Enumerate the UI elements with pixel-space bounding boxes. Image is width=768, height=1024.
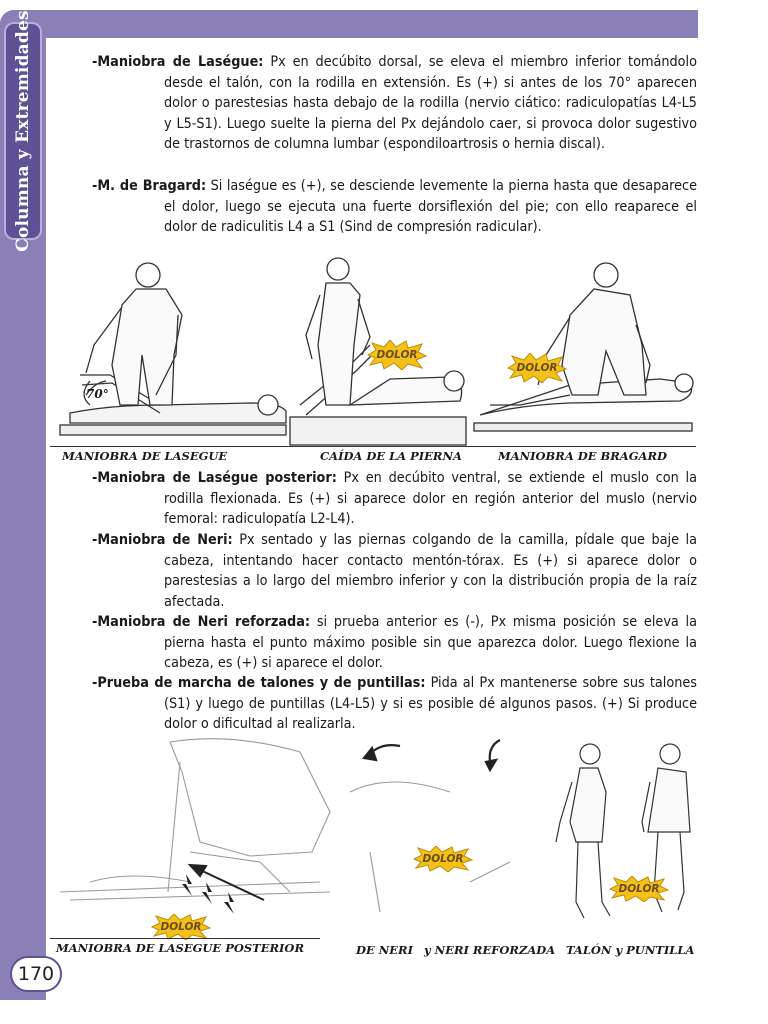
pain-burst-icon	[366, 340, 428, 370]
text-marcha: Pida al Px mantenerse sobre sus talones (S1) y luego de puntillas (L4-L5) y si es posible dé algunos pasos. (+) Si produce dolor o dificultad al realizarla.	[164, 675, 697, 733]
term-lasegue: Maniobra de Laségue:	[97, 54, 264, 70]
text-lasegue: Px en decúbito dorsal, se eleva el miembro inferior tomándolo desde el talón, con la rodilla en extensión. Es (+) si antes de los 70° aparecen dolor o parestesias hasta debajo de la rodilla (nervio ciático: radiculopatías L4-L5 y L5-S1). Luego suelte la pierna del Px dejándolo caer, si provoca dolor sugestivo de trastornos de columna lumbar (espondiloartrosis o hernia discal).	[164, 54, 697, 153]
term-lasegue-posterior: Maniobra de Laségue posterior:	[97, 470, 337, 486]
caption-talon-puntilla: TALÓN y PUNTILLA	[566, 943, 695, 957]
text-bragard: Si laségue es (+), se desciende levemente la pierna hasta que desaparece el dolor, luego se ejecuta una fuerte dorsiflexión del pie; con ello reaparece el dolor de radiculitis L4 a S1 (Sind de compresión radicular).	[164, 178, 697, 236]
dolor-label: DOLOR	[160, 921, 202, 933]
caption-lasegue: MANIOBRA DE LASEGUE	[62, 449, 228, 463]
angle-label: 70°	[86, 387, 109, 401]
caption-neri: DE NERI	[356, 943, 413, 957]
paragraph-neri: -Maniobra de Neri: Px sentado y las piernas colgando de la camilla, pídale que baje la cabeza, intentando hacer contacto mentón-tórax. Es (+) si aparece dolor o parestesias a lo largo del miembro inferior y con la distribución propia de la raíz afectada.	[92, 532, 697, 610]
dolor-label: DOLOR	[376, 349, 418, 361]
figure-baseline	[50, 446, 696, 447]
caption-lasegue-posterior: MANIOBRA DE LASEGUE POSTERIOR	[56, 941, 305, 955]
paragraph-neri-reforzada: -Maniobra de Neri reforzada: si prueba anterior es (-), Px misma posición se eleva la pierna hasta el punto máximo posible sin que aparezca dolor. Luego flexione la cabeza, es (+) si aparece el dolor.	[92, 614, 698, 672]
caption-bragard: MANIOBRA DE BRAGARD	[498, 449, 667, 463]
paragraph-lasegue-posterior: -Maniobra de Laségue posterior: Px en decúbito ventral, se extiende el muslo con la rodilla flexionada. Es (+) si aparece dolor en región anterior del muslo (nervio femoral: radiculopatía L2-L4).	[92, 470, 697, 528]
figure-baseline-bottom	[50, 938, 320, 939]
pain-burst-icon	[608, 876, 670, 902]
pain-burst-icon	[506, 353, 568, 383]
paragraph-lasegue: -Maniobra de Laségue: Px en decúbito dorsal, se eleva el miembro inferior tomándolo desde el talón, con la rodilla en extensión. Es (+) si antes de los 70° aparecen dolor o parestesias hasta debajo de la rodilla (nervio ciático: radiculopatías L4-L5 y L5-S1). Luego suelte la pierna del Px dejándolo caer, si provoca dolor sugestivo de trastornos de columna lumbar (espondiloartrosis o hernia discal).	[92, 54, 697, 153]
dolor-label: DOLOR	[618, 883, 660, 895]
bottom-illustration	[50, 732, 698, 938]
pain-burst-icon	[412, 846, 474, 872]
term-bragard: M. de Bragard:	[97, 178, 207, 194]
text-lasegue-posterior: Px en decúbito ventral, se extiende el muslo con la rodilla flexionada. Es (+) si aparece dolor en región anterior del muslo (nervio femoral: radiculopatía L2-L4).	[164, 470, 697, 528]
dolor-label: DOLOR	[516, 362, 558, 374]
text-neri: Px sentado y las piernas colgando de la camilla, pídale que baje la cabeza, intentando hacer contacto mentón-tórax. Es (+) si aparece dolor o parestesias a lo largo del miembro inferior y con la distribución propia de la raíz afectada.	[164, 532, 697, 610]
term-neri-reforzada: Maniobra de Neri reforzada:	[97, 614, 311, 630]
page-frame-top	[0, 10, 698, 38]
section-side-tab	[4, 10, 42, 252]
bottom-illustration-drawing	[50, 732, 698, 938]
text-neri-reforzada: si prueba anterior es (-), Px misma posición se eleva la pierna hasta el punto máximo posible sin que aparezca dolor. Luego flexione la cabeza, es (+) si aparece el dolor.	[164, 614, 698, 672]
term-neri: Maniobra de Neri:	[97, 532, 233, 548]
page-number: 170	[10, 956, 62, 992]
pain-burst-icon	[150, 914, 212, 940]
paragraph-bragard: -M. de Bragard: Si laségue es (+), se desciende levemente la pierna hasta que desaparece el dolor, luego se ejecuta una fuerte dorsiflexión del pie; con ello reaparece el dolor de radiculitis L4 a S1 (Sind de compresión radicular).	[92, 178, 697, 236]
caption-neri-reforzada: y NERI REFORZADA	[424, 943, 556, 957]
paragraph-marcha: -Prueba de marcha de talones y de puntillas: Pida al Px mantenerse sobre sus talones (S1) y luego de puntillas (L4-L5) y si es posible dé algunos pasos. (+) Si produce dolor o dificultad al realizarla.	[92, 675, 697, 733]
caption-caida-pierna: CAÍDA DE LA PIERNA	[320, 449, 462, 463]
section-title: Columna y Extremidades	[13, 10, 34, 252]
term-marcha: Prueba de marcha de talones y de puntillas:	[97, 675, 426, 691]
dolor-label: DOLOR	[422, 853, 464, 865]
